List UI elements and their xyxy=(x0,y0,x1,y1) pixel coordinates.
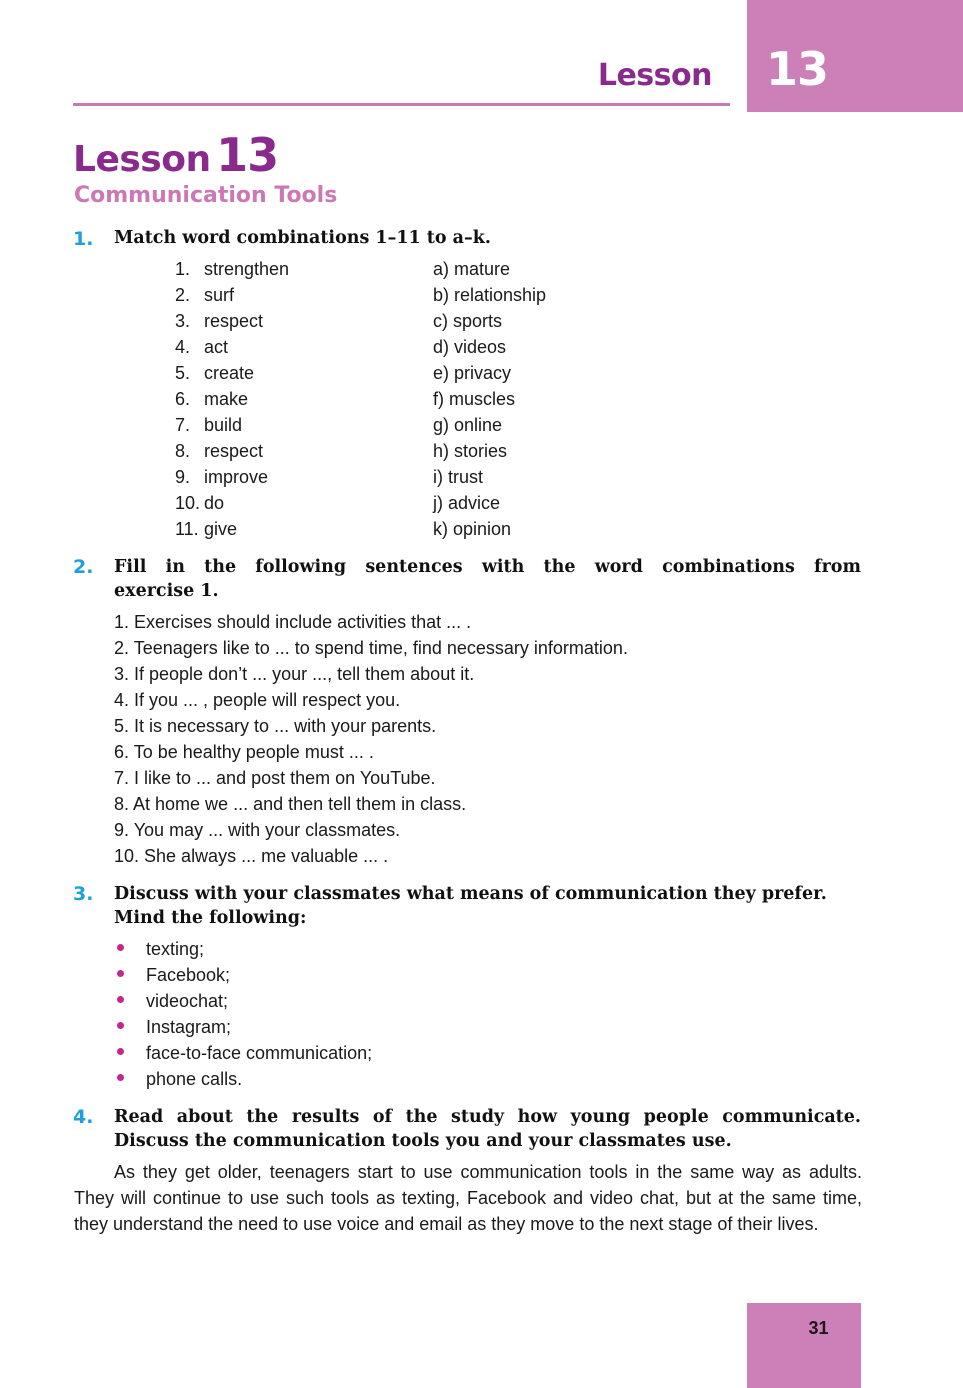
lesson-title-word: Lesson xyxy=(73,139,211,180)
sentence-item: 10. She always ... me valuable ... . xyxy=(114,846,389,866)
bullet-item: videochat; xyxy=(146,991,229,1011)
lesson-title xyxy=(73,128,278,182)
bullet-item: Instagram; xyxy=(146,1017,232,1037)
bullet-dot xyxy=(117,970,124,977)
lesson-title-number: 13 xyxy=(216,128,279,182)
match-number: 5. xyxy=(175,363,191,383)
exercise-3-number: 3. xyxy=(73,883,94,905)
exercise-3-instruction-line-2: Mind the following: xyxy=(114,908,307,928)
bullet-dot xyxy=(117,996,124,1003)
match-left-item: create xyxy=(204,363,255,383)
running-header-number: 13 xyxy=(766,42,829,96)
bullet-item: Facebook; xyxy=(146,965,231,985)
running-header-word: Lesson xyxy=(597,58,712,93)
exercise-4-instruction-line-1: Read about the results of the study how young people communicate. xyxy=(114,1107,861,1127)
exercise-4-instruction-line-2: Discuss the communication tools you and your classmates use. xyxy=(114,1131,732,1151)
exercise-2-instruction-line-1: Fill in the following sentences with the word combinations from xyxy=(114,557,861,577)
sentence-item: 3. If people don’t ... your ..., tell them about it. xyxy=(114,664,475,684)
match-left-item: give xyxy=(204,519,238,539)
page-number-tab xyxy=(747,1303,861,1388)
sentence-item: 7. I like to ... and post them on YouTube. xyxy=(114,768,436,788)
match-right-item: a) mature xyxy=(433,259,511,279)
match-right-item: d) videos xyxy=(433,337,507,357)
match-left-item: respect xyxy=(204,441,264,461)
bullet-item: face-to-face communication; xyxy=(146,1043,373,1063)
match-number: 9. xyxy=(175,467,191,487)
exercise-1-instruction: Match word combinations 1–11 to a–k. xyxy=(114,228,491,248)
exercise-1-number: 1. xyxy=(73,228,94,250)
match-left-item: make xyxy=(204,389,249,409)
match-left-item: do xyxy=(204,493,225,513)
match-number: 6. xyxy=(175,389,191,409)
bullet-item: phone calls. xyxy=(146,1069,243,1089)
match-number: 10. xyxy=(175,493,201,513)
bullet-item: texting; xyxy=(146,939,205,959)
sentence-item: 2. Teenagers like to ... to spend time, find necessary information. xyxy=(114,638,628,658)
match-right-item: c) sports xyxy=(433,311,503,331)
match-number: 8. xyxy=(175,441,191,461)
bullet-dot xyxy=(117,1048,124,1055)
match-right-item: b) relationship xyxy=(433,285,547,305)
sentence-item: 4. If you ... , people will respect you. xyxy=(114,690,401,710)
sentence-item: 5. It is necessary to ... with your parents. xyxy=(114,716,437,736)
page-number: 31 xyxy=(808,1318,829,1338)
match-number: 11. xyxy=(175,519,199,539)
header-rule xyxy=(73,103,730,106)
match-right-item: i) trust xyxy=(433,467,484,487)
exercise-2-number: 2. xyxy=(73,556,94,578)
match-right-item: j) advice xyxy=(433,493,501,513)
match-right-item: e) privacy xyxy=(433,363,512,383)
exercise-4-number: 4. xyxy=(73,1106,94,1128)
match-number: 7. xyxy=(175,415,191,435)
match-number: 1. xyxy=(175,259,191,279)
sentence-item: 9. You may ... with your classmates. xyxy=(114,820,401,840)
match-left-item: improve xyxy=(204,467,269,487)
bullet-dot xyxy=(117,1074,124,1081)
match-number: 4. xyxy=(175,337,191,357)
sentence-item: 1. Exercises should include activities that ... . xyxy=(114,612,472,632)
match-number: 2. xyxy=(175,285,191,305)
match-right-item: g) online xyxy=(433,415,503,435)
exercise-4-reading-paragraph: As they get older, teenagers start to use communication tools in the same way as adults. They will continue to use such tools as texting, Facebook and video chat, but at the same time, they understand the need to use voice and email as they move to the next stage of their lives. xyxy=(74,1162,862,1234)
match-right-item: f) muscles xyxy=(433,389,516,409)
sentence-item: 8. At home we ... and then tell them in class. xyxy=(114,794,467,814)
match-left-item: strengthen xyxy=(204,259,290,279)
match-left-item: build xyxy=(204,415,243,435)
match-left-item: respect xyxy=(204,311,264,331)
match-number: 3. xyxy=(175,311,191,331)
lesson-subtitle: Communication Tools xyxy=(74,183,338,208)
match-right-item: k) opinion xyxy=(433,519,512,539)
match-left-item: surf xyxy=(204,285,235,305)
match-left-item: act xyxy=(204,337,229,357)
match-right-item: h) stories xyxy=(433,441,508,461)
sentence-item: 6. To be healthy people must ... . xyxy=(114,742,374,762)
bullet-dot xyxy=(117,1022,124,1029)
bullet-dot xyxy=(117,944,124,951)
exercise-3-instruction-line-1: Discuss with your classmates what means of communication they prefer. xyxy=(114,884,827,904)
exercise-2-instruction-line-2: exercise 1. xyxy=(114,581,219,601)
